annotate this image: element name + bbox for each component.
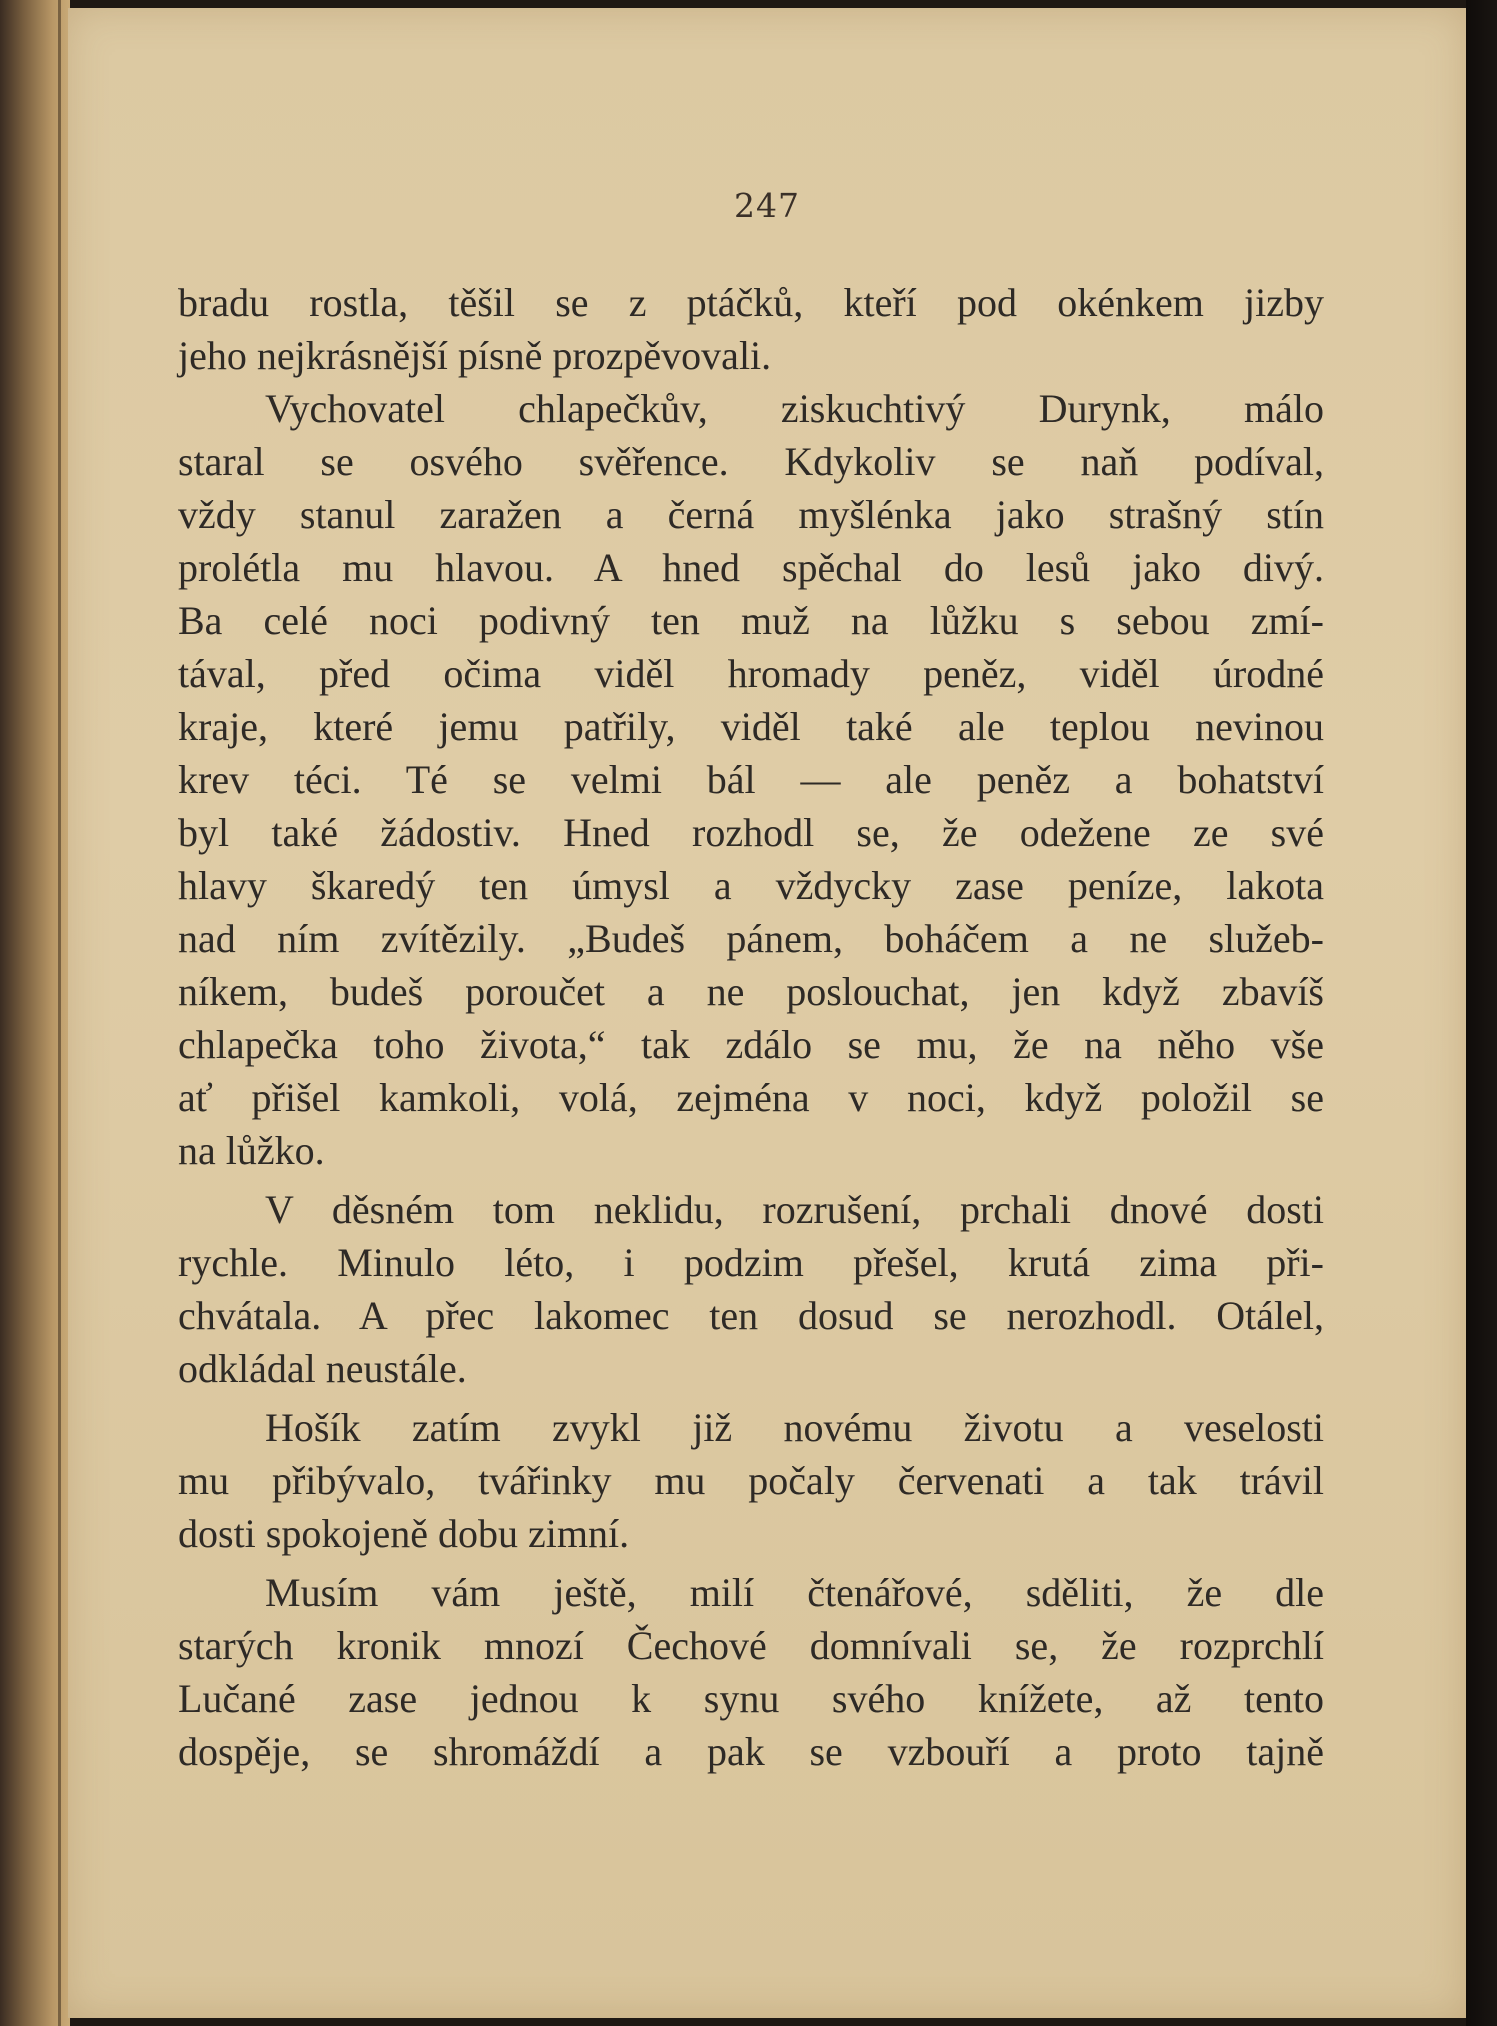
binding-edge — [58, 0, 61, 2026]
text-line: nad ním zvítězily. „Budeš pánem, boháčem a ne služeb- — [178, 916, 1324, 961]
text-line: Lučané zase jednou k synu svého knížete, až tento — [178, 1676, 1324, 1721]
text-line: tával, před očima viděl hromady peněz, viděl úrodné — [178, 651, 1324, 696]
text-line: dospěje, se shromáždí a pak se vzbouří a proto tajně — [178, 1729, 1324, 1774]
text-line: V děsném tom neklidu, rozrušení, prchali dnové dosti — [265, 1187, 1324, 1232]
text-line: rychle. Minulo léto, i podzim přešel, krutá zima při- — [178, 1240, 1324, 1285]
text-line: bradu rostla, těšil se z ptáčků, kteří pod okénkem jizby — [178, 280, 1324, 325]
text-line: krev téci. Té se velmi bál — ale peněz a bohatství — [178, 757, 1324, 802]
text-line: Hošík zatím zvykl již novému životu a veselosti — [265, 1405, 1324, 1450]
text-line: Musím vám ještě, milí čtenářové, sděliti, že dle — [265, 1570, 1324, 1615]
text-line: Ba celé noci podivný ten muž na lůžku s sebou zmí- — [178, 598, 1324, 643]
text-line: prolétla mu hlavou. A hned spěchal do lesů jako divý. — [178, 545, 1324, 590]
text-line: níkem, budeš poroučet a ne poslouchat, jen když zbavíš — [178, 969, 1324, 1014]
text-line: vždy stanul zaražen a černá myšlénka jako strašný stín — [178, 492, 1324, 537]
text-line: odkládal neustále. — [178, 1346, 467, 1391]
text-line: byl také žádostiv. Hned rozhodl se, že odežene ze své — [178, 810, 1324, 855]
text-line: ať přišel kamkoli, volá, zejména v noci, když položil se — [178, 1075, 1324, 1120]
text-line: chvátala. A přec lakomec ten dosud se nerozhodl. Otálel, — [178, 1293, 1324, 1338]
text-line: kraje, které jemu patřily, viděl také ale teplou nevinou — [178, 704, 1324, 749]
book-page — [68, 8, 1466, 2018]
text-line: chlapečka toho života,“ tak zdálo se mu, že na něho vše — [178, 1022, 1324, 1067]
text-line: starých kronik mnozí Čechové domnívali se, že rozprchlí — [178, 1623, 1324, 1668]
text-line: staral se osvého svěřence. Kdykoliv se naň podíval, — [178, 439, 1324, 484]
text-line: mu přibývalo, tvářinky mu počaly červenati a tak trávil — [178, 1458, 1324, 1503]
text-line: hlavy škaredý ten úmysl a vždycky zase peníze, lakota — [178, 863, 1324, 908]
page-shadow-edge — [1466, 0, 1497, 2026]
text-line: na lůžko. — [178, 1128, 325, 1173]
text-line: jeho nejkrásnější písně prozpěvovali. — [178, 333, 772, 378]
page-number: 247 — [734, 186, 800, 225]
text-line: dosti spokojeně dobu zimní. — [178, 1511, 630, 1556]
text-line: Vychovatel chlapečkův, ziskuchtivý Durynk, málo — [265, 386, 1324, 431]
